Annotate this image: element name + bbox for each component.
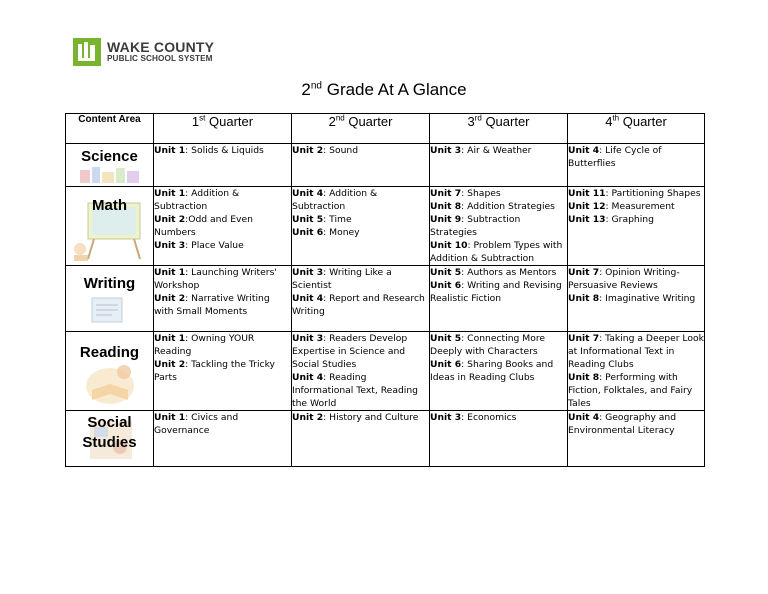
unit-entry [568,292,704,305]
unit-entry [568,332,704,371]
unit-title: :Odd and Even Numbers [154,214,253,238]
unit-entry [292,411,429,424]
cell-writing-q3 [430,266,568,332]
unit-entry [154,332,291,358]
cell-reading-q4 [568,332,705,411]
cell-math-q1 [154,187,292,266]
unit-number: Unit 13 [568,214,606,225]
header-quarter-3: 3rd Quarter [430,114,568,144]
unit-title: : Addition Strategies [461,201,555,212]
unit-entry [292,226,429,239]
unit-title: : Place Value [185,240,244,251]
unit-number: Unit 7 [430,188,462,199]
unit-entry [292,371,429,410]
unit-title: : Writing Like a Scientist [292,267,392,291]
unit-number: Unit 4 [292,372,324,383]
unit-title: : Measurement [605,201,675,212]
wcpss-logo-icon [73,38,101,66]
unit-entry [430,200,567,213]
cell-math-q4 [568,187,705,266]
table-row-reading [66,332,705,411]
unit-title: : Launching Writers' Workshop [154,267,277,291]
unit-entry [292,213,429,226]
unit-number: Unit 12 [568,201,606,212]
header-quarter-4: 4th Quarter [568,114,705,144]
unit-entry [430,279,567,305]
wcpss-logo [73,38,214,66]
unit-number: Unit 5 [292,214,324,225]
cell-science-q3 [430,144,568,187]
unit-number: Unit 2 [154,293,186,304]
unit-number: Unit 1 [154,333,186,344]
unit-number: Unit 6 [430,359,462,370]
cell-reading-q3 [430,332,568,411]
header-quarter-2: 2nd Quarter [292,114,430,144]
unit-number: Unit 6 [430,280,462,291]
unit-title: : Addition & Subtraction [154,188,240,212]
unit-number: Unit 10 [430,240,468,251]
unit-title: : Readers Develop Expertise in Science and Social Studies [292,333,408,370]
unit-number: Unit 7 [568,267,600,278]
reading-illustration-icon [80,356,140,408]
science-illustration-icon [78,164,142,184]
unit-title: : Tackling the Tricky Parts [154,359,275,383]
cell-reading-q2 [292,332,430,411]
unit-number: Unit 3 [292,267,324,278]
unit-number: Unit 7 [568,333,600,344]
unit-entry [292,144,429,157]
unit-number: Unit 6 [292,227,324,238]
unit-number: Unit 4 [568,412,600,423]
unit-entry [430,332,567,358]
unit-entry [568,411,704,437]
unit-number: Unit 1 [154,267,186,278]
unit-entry [430,239,567,265]
writing-illustration-icon [88,294,128,326]
cell-social-studies-q4 [568,411,705,467]
unit-title: : Life Cycle of Butterflies [568,145,662,169]
header-quarter-1: 1st Quarter [154,114,292,144]
unit-title: : Imaginative Writing [599,293,696,304]
unit-title: : Air & Weather [461,145,532,156]
unit-entry [154,266,291,292]
unit-number: Unit 1 [154,412,186,423]
unit-title: : Problem Types with Addition & Subtraction [430,240,563,264]
unit-number: Unit 2 [292,145,324,156]
unit-entry [154,239,291,252]
unit-number: Unit 5 [430,333,462,344]
unit-title: : Partitioning Shapes [605,188,701,199]
unit-entry [292,332,429,371]
unit-number: Unit 4 [568,145,600,156]
cell-writing-q2 [292,266,430,332]
unit-title: : Taking a Deeper Look at Informational Text in Reading Clubs [568,333,704,370]
unit-title: : Sound [323,145,359,156]
cell-science-q1 [154,144,292,187]
area-label: Science [81,148,138,165]
unit-title: : Opinion Writing-Persuasive Reviews [568,267,680,291]
unit-title: : Civics and Governance [154,412,239,436]
unit-entry [430,411,567,424]
unit-title: : Reading Informational Text, Reading the World [292,372,418,409]
unit-number: Unit 2 [292,412,324,423]
unit-title: : Geography and Environmental Literacy [568,412,677,436]
unit-title: : Writing and Revising Realistic Fiction [430,280,562,304]
cell-social-studies-q3 [430,411,568,467]
unit-number: Unit 3 [430,412,462,423]
unit-number: Unit 3 [154,240,186,251]
unit-entry [292,187,429,213]
area-label: Writing [83,275,136,292]
table-row-writing [66,266,705,332]
unit-entry [568,144,704,170]
cell-reading-q1 [154,332,292,411]
unit-title: : Shapes [461,188,501,199]
unit-entry [430,144,567,157]
unit-entry [154,411,291,437]
cell-math-q2 [292,187,430,266]
unit-number: Unit 8 [430,201,462,212]
cell-social-studies-q2 [292,411,430,467]
area-writing [66,266,154,332]
header-row [66,114,705,144]
unit-title: : Owning YOUR Reading [154,333,255,357]
unit-title: : Report and Research Writing [292,293,425,317]
unit-number: Unit 5 [430,267,462,278]
unit-title: : Graphing [605,214,654,225]
unit-entry [154,292,291,318]
unit-entry [430,187,567,200]
unit-number: Unit 2 [154,214,186,225]
cell-math-q3 [430,187,568,266]
unit-number: Unit 9 [430,214,462,225]
unit-entry [430,358,567,384]
logo-line-1: WAKE COUNTY [107,39,215,56]
cell-writing-q1 [154,266,292,332]
unit-title: : Narrative Writing with Small Moments [154,293,270,317]
unit-number: Unit 1 [154,145,186,156]
unit-title: : Addition & Subtraction [292,188,378,212]
unit-number: Unit 8 [568,293,600,304]
unit-number: Unit 8 [568,372,600,383]
unit-entry [430,266,567,279]
unit-title: : Money [323,227,360,238]
unit-title: : Connecting More Deeply with Characters [430,333,546,357]
grade-at-a-glance-table [65,113,705,467]
area-reading [66,332,154,411]
unit-number: Unit 2 [154,359,186,370]
unit-number: Unit 11 [568,188,606,199]
unit-number: Unit 1 [154,188,186,199]
unit-entry [154,213,291,239]
unit-number: Unit 4 [292,293,324,304]
logo-line-2: PUBLIC SCHOOL SYSTEM [107,54,213,64]
unit-number: Unit 3 [430,145,462,156]
unit-entry [568,371,704,410]
unit-number: Unit 3 [292,333,324,344]
cell-science-q4 [568,144,705,187]
cell-social-studies-q1 [154,411,292,467]
unit-entry [568,187,704,200]
table-row-math [66,187,705,266]
unit-entry [154,144,291,157]
table-row-science [66,144,705,187]
header-content-area: Content Area [66,114,154,144]
unit-entry [154,187,291,213]
page-title: 2nd Grade At A Glance [301,80,467,99]
unit-title: : History and Culture [323,412,419,423]
table-row-social-studies [66,411,705,467]
unit-number: Unit 4 [292,188,324,199]
unit-entry [568,200,704,213]
unit-title: : Performing with Fiction, Folktales, and Fairy Tales [568,372,693,409]
area-label: Social Studies [82,414,137,451]
unit-title: : Sharing Books and Ideas in Reading Clubs [430,359,554,383]
unit-entry [292,266,429,292]
unit-title: : Solids & Liquids [185,145,264,156]
area-math [66,187,154,266]
unit-title: : Economics [461,412,517,423]
unit-title: : Authors as Mentors [461,267,557,278]
unit-entry [430,213,567,239]
unit-entry [568,213,704,226]
cell-science-q2 [292,144,430,187]
area-science [66,144,154,187]
unit-title: : Time [323,214,352,225]
unit-entry [568,266,704,292]
unit-entry [154,358,291,384]
unit-title: : Subtraction Strategies [430,214,521,238]
area-label: Reading [79,344,140,361]
area-label: Math [92,197,127,214]
unit-entry [292,292,429,318]
cell-writing-q4 [568,266,705,332]
area-social-studies [66,411,154,467]
